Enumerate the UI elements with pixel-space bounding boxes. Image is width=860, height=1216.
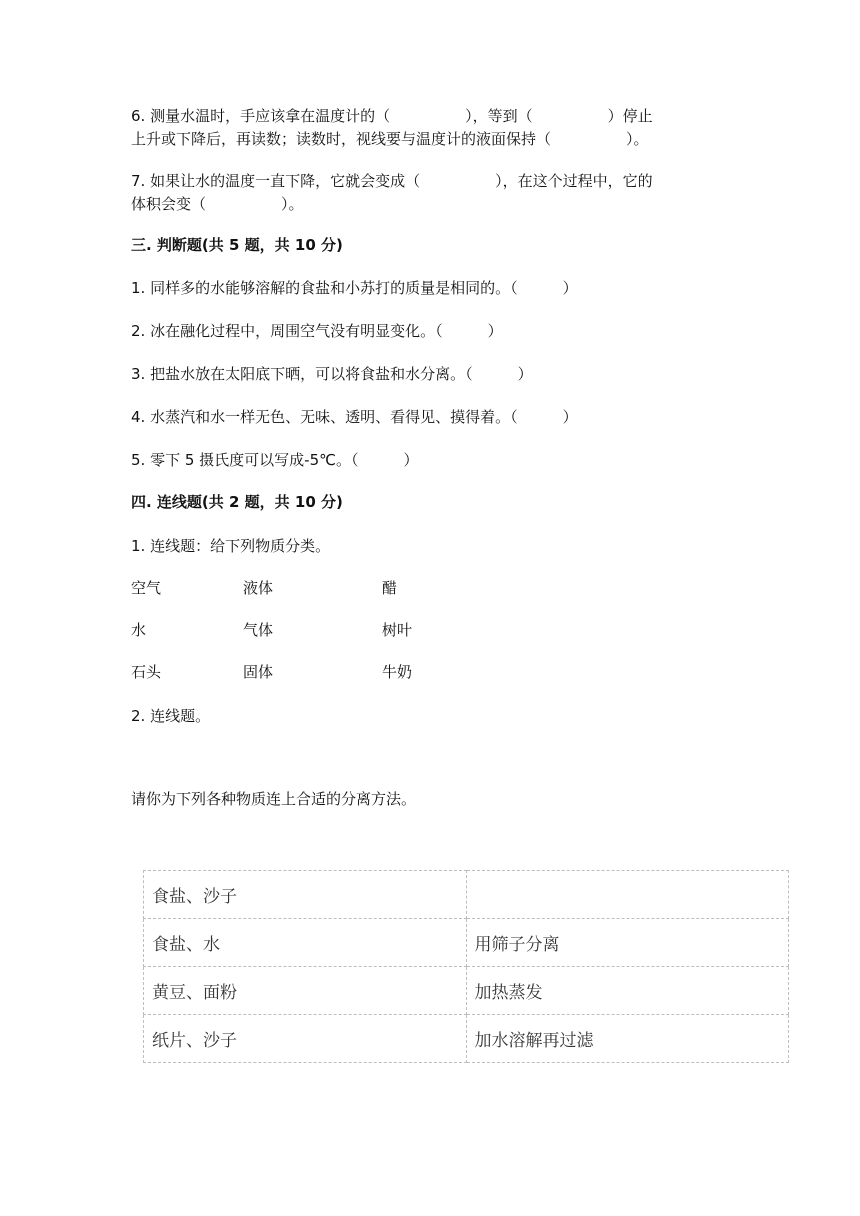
table-cell-substance: 食盐、沙子 — [144, 871, 467, 919]
table-cell-method: 加热蒸发 — [466, 967, 789, 1015]
judge-item-2: 2. 冰在融化过程中，周围空气没有明显变化。（ ） — [131, 322, 503, 340]
judge-item-5: 5. 零下 5 摄氏度可以写成-5℃。（ ） — [131, 451, 419, 469]
judge-item-4: 4. 水蒸汽和水一样无色、无味、透明、看得见、摸得着。（ ） — [131, 408, 578, 426]
match-question-1-label: 1. 连线题：给下列物质分类。 — [131, 537, 331, 555]
table-row — [144, 967, 789, 1015]
section-3-title: 三. 判断题(共 5 题，共 10 分) — [131, 236, 343, 254]
table-cell-method — [466, 871, 789, 919]
table-cell-substance: 纸片、沙子 — [144, 1015, 467, 1063]
match-word: 气体 — [243, 621, 274, 639]
table-cell-substance: 食盐、水 — [144, 919, 467, 967]
question-6-line-1: 6. 测量水温时，手应该拿在温度计的（ ），等到（ ）停止 — [131, 107, 653, 125]
separation-method-table — [143, 870, 789, 1063]
table-row — [144, 1015, 789, 1063]
match-word: 空气 — [131, 579, 162, 597]
question-7-line-1: 7. 如果让水的温度一直下降，它就会变成（ ），在这个过程中，它的 — [131, 172, 653, 190]
judge-item-3: 3. 把盐水放在太阳底下晒，可以将食盐和水分离。（ ） — [131, 365, 533, 383]
match-question-2-label: 2. 连线题。 — [131, 707, 211, 725]
match-word: 牛奶 — [382, 663, 413, 681]
match-word: 液体 — [243, 579, 274, 597]
table-cell-method: 加水溶解再过滤 — [466, 1015, 789, 1063]
match-word: 醋 — [382, 579, 398, 597]
judge-item-1: 1. 同样多的水能够溶解的食盐和小苏打的质量是相同的。（ ） — [131, 279, 578, 297]
table-row — [144, 919, 789, 967]
match-word: 固体 — [243, 663, 274, 681]
section-4-title: 四. 连线题(共 2 题，共 10 分) — [131, 493, 343, 511]
question-7-line-2: 体积会变（ ）。 — [131, 195, 304, 213]
match-word: 树叶 — [382, 621, 413, 639]
question-6-line-2: 上升或下降后，再读数；读数时，视线要与温度计的液面保持（ ）。 — [131, 130, 649, 148]
match-question-2-prompt: 请你为下列各种物质连上合适的分离方法。 — [131, 790, 417, 808]
match-word: 水 — [131, 621, 147, 639]
table-row — [144, 871, 789, 919]
table-cell-method: 用筛子分离 — [466, 919, 789, 967]
table-cell-substance: 黄豆、面粉 — [144, 967, 467, 1015]
match-word: 石头 — [131, 663, 162, 681]
